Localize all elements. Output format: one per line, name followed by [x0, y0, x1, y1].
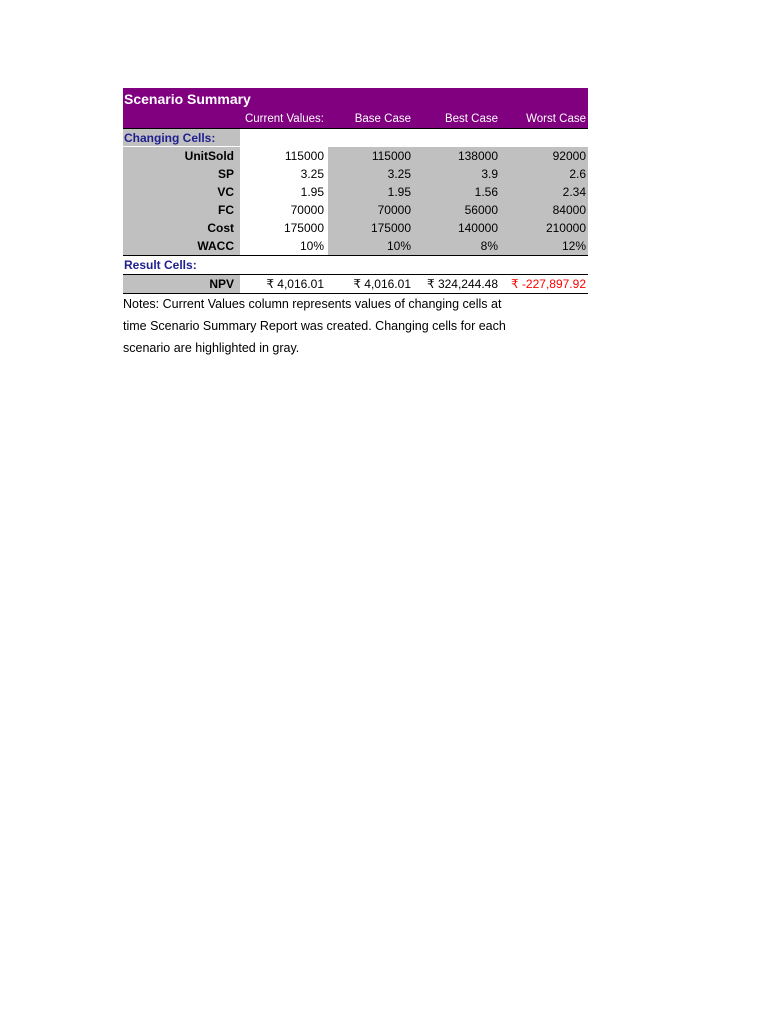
cell-worst: 2.6 — [502, 165, 588, 183]
table-row — [123, 237, 588, 255]
scenario-summary-table — [123, 88, 588, 294]
header-blank — [123, 110, 240, 128]
changing-cells-section — [123, 128, 588, 147]
cell-best: 56000 — [415, 201, 502, 219]
changing-cells-label: Changing Cells: — [123, 129, 240, 146]
cell-current: 175000 — [240, 219, 328, 237]
cell-worst: 12% — [502, 237, 588, 255]
cell-best: 140000 — [415, 219, 502, 237]
row-label: UnitSold — [123, 147, 240, 165]
table-row — [123, 183, 588, 201]
row-label: NPV — [123, 275, 240, 293]
cell-current: 115000 — [240, 147, 328, 165]
cell-base: 10% — [328, 237, 415, 255]
cell-base: 3.25 — [328, 165, 415, 183]
npv-row — [123, 274, 588, 294]
report-title: Scenario Summary — [124, 91, 251, 107]
header-best-case: Best Case — [444, 113, 498, 125]
result-cells-section — [123, 255, 588, 274]
cell-base: 175000 — [328, 219, 415, 237]
header-base-case: Base Case — [354, 113, 411, 125]
npv-best: ₹ 324,244.48 — [426, 277, 498, 291]
cell-worst: 84000 — [502, 201, 588, 219]
table-row — [123, 201, 588, 219]
row-label: FC — [123, 201, 240, 219]
cell-current: 10% — [240, 237, 328, 255]
cell-worst: 92000 — [502, 147, 588, 165]
column-header-row — [123, 110, 588, 128]
notes-line: scenario are highlighted in gray. — [123, 341, 300, 355]
npv-worst: ₹ -227,897.92 — [510, 277, 586, 291]
cell-base: 1.95 — [328, 183, 415, 201]
cell-current: 1.95 — [240, 183, 328, 201]
cell-current: 70000 — [240, 201, 328, 219]
cell-base: 115000 — [328, 147, 415, 165]
header-worst-case: Worst Case — [526, 113, 586, 125]
cell-best: 8% — [415, 237, 502, 255]
table-row — [123, 165, 588, 183]
cell-best: 138000 — [415, 147, 502, 165]
title-row — [123, 88, 588, 110]
cell-current: 3.25 — [240, 165, 328, 183]
result-cells-label: Result Cells: — [124, 258, 197, 272]
cell-best: 3.9 — [415, 165, 502, 183]
notes-line: Notes: Current Values column represents values of changing cells at — [123, 297, 502, 311]
notes-text — [123, 293, 523, 359]
cell-base: 70000 — [328, 201, 415, 219]
cell-best: 1.56 — [415, 183, 502, 201]
row-label: SP — [123, 165, 240, 183]
table-row — [123, 219, 588, 237]
npv-current: ₹ 4,016.01 — [266, 277, 324, 291]
row-label: WACC — [123, 237, 240, 255]
notes-line: time Scenario Summary Report was created. Changing cells for each — [123, 319, 506, 333]
cell-worst: 2.34 — [502, 183, 588, 201]
row-label: VC — [123, 183, 240, 201]
npv-base: ₹ 4,016.01 — [353, 277, 411, 291]
header-current-values: Current Values: — [244, 113, 324, 125]
cell-worst: 210000 — [502, 219, 588, 237]
row-label: Cost — [123, 219, 240, 237]
table-row — [123, 147, 588, 165]
